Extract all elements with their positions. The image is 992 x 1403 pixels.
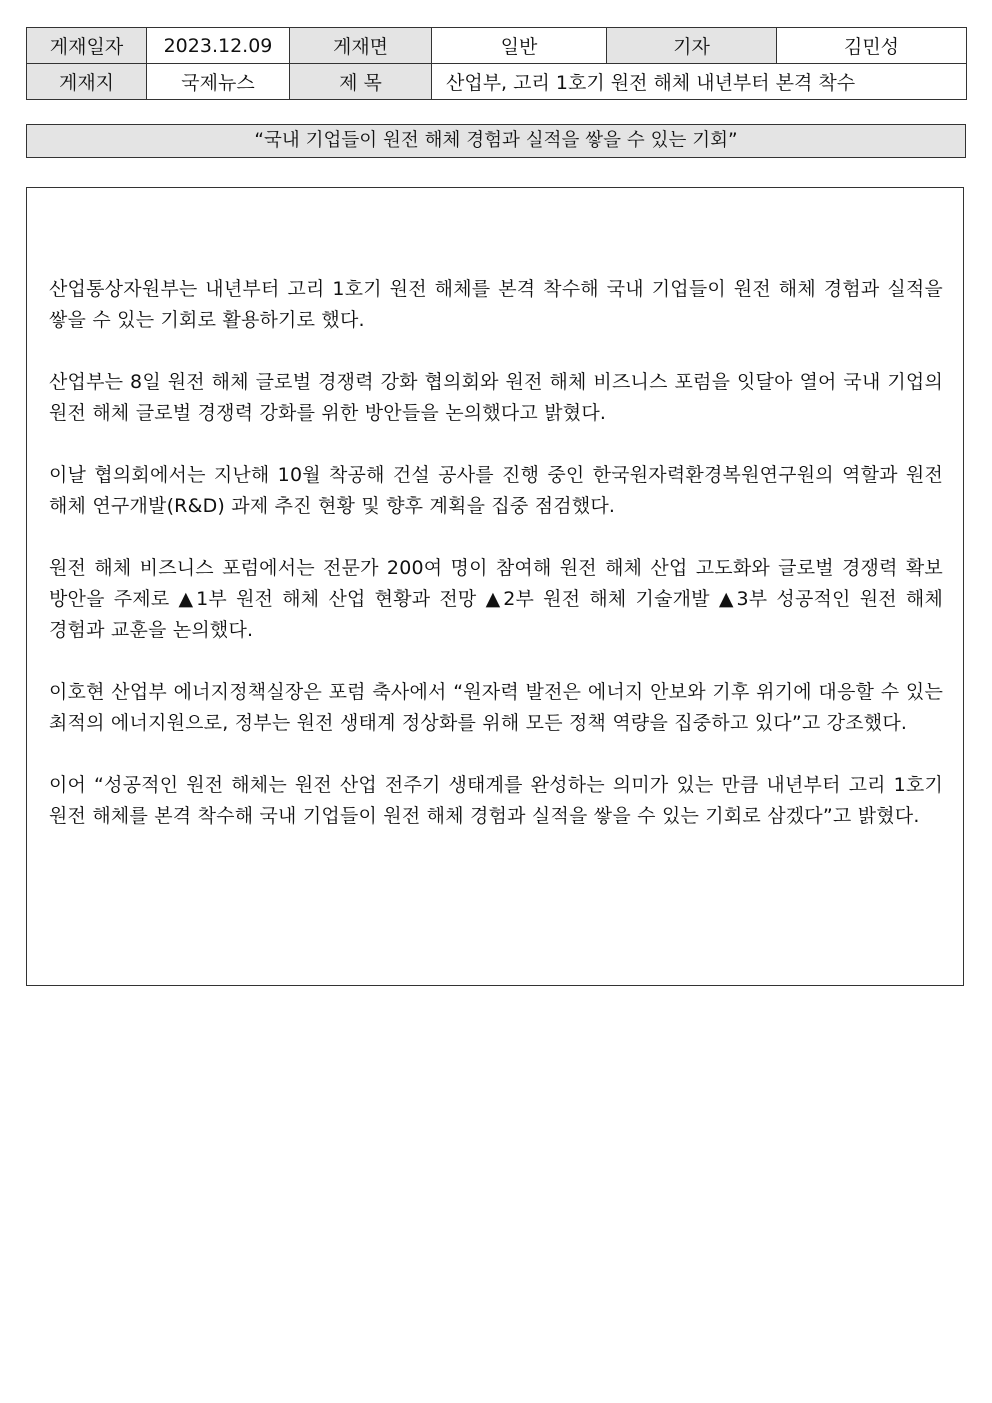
reporter-label: 기자 [607,28,777,64]
date-value: 2023.12.09 [147,28,290,64]
reporter-value: 김민성 [777,28,967,64]
article-paragraph: 이날 협의회에서는 지난해 10월 착공해 건설 공사를 진행 중인 한국원자력환경복원연구원의 역할과 원전 해체 연구개발(R&D) 과제 추진 현황 및 향후 계획을 집중 점검했다. [49,464,943,517]
section-label: 게재면 [290,28,432,64]
outlet-value: 국제뉴스 [147,64,290,100]
meta-row-1 [27,28,967,64]
headline: “국내 기업들이 원전 해체 경험과 실적을 쌓을 수 있는 기회” [26,124,966,158]
article-paragraph: 산업부는 8일 원전 해체 글로벌 경쟁력 강화 협의회와 원전 해체 비즈니스 포럼을 잇달아 열어 국내 기업의 원전 해체 글로벌 경쟁력 강화를 위한 방안들을 논의했다고 밝혔다. [49,371,943,424]
article-meta-table [26,27,967,100]
outlet-label: 게재지 [27,64,147,100]
section-value: 일반 [432,28,607,64]
article-paragraph: 이어 “성공적인 원전 해체는 원전 산업 전주기 생태계를 완성하는 의미가 있는 만큼 내년부터 고리 1호기 원전 해체를 본격 착수해 국내 기업들이 원전 해체 경험과 실적을 쌓을 수 있는 기회로 삼겠다”고 밝혔다. [49,774,943,827]
article-paragraph: 이호현 산업부 에너지정책실장은 포럼 축사에서 “원자력 발전은 에너지 안보와 기후 위기에 대응할 수 있는 최적의 에너지원으로, 정부는 원전 생태계 정상화를 위해 모든 정책 역량을 집중하고 있다”고 강조했다. [49,681,943,734]
article-body [49,274,943,863]
title-label: 제 목 [290,64,432,100]
article-paragraph: 원전 해체 비즈니스 포럼에서는 전문가 200여 명이 참여해 원전 해체 산업 고도화와 글로벌 경쟁력 확보 방안을 주제로 ▲1부 원전 해체 산업 현황과 전망 ▲2부 원전 해체 기술개발 ▲3부 성공적인 원전 해체 경험과 교훈을 논의했다. [49,557,943,641]
date-label: 게재일자 [27,28,147,64]
article-box [26,187,964,986]
meta-row-2 [27,64,967,100]
title-value: 산업부, 고리 1호기 원전 해체 내년부터 본격 착수 [432,64,967,100]
article-paragraph: 산업통상자원부는 내년부터 고리 1호기 원전 해체를 본격 착수해 국내 기업들이 원전 해체 경험과 실적을 쌓을 수 있는 기회로 활용하기로 했다. [49,278,943,331]
